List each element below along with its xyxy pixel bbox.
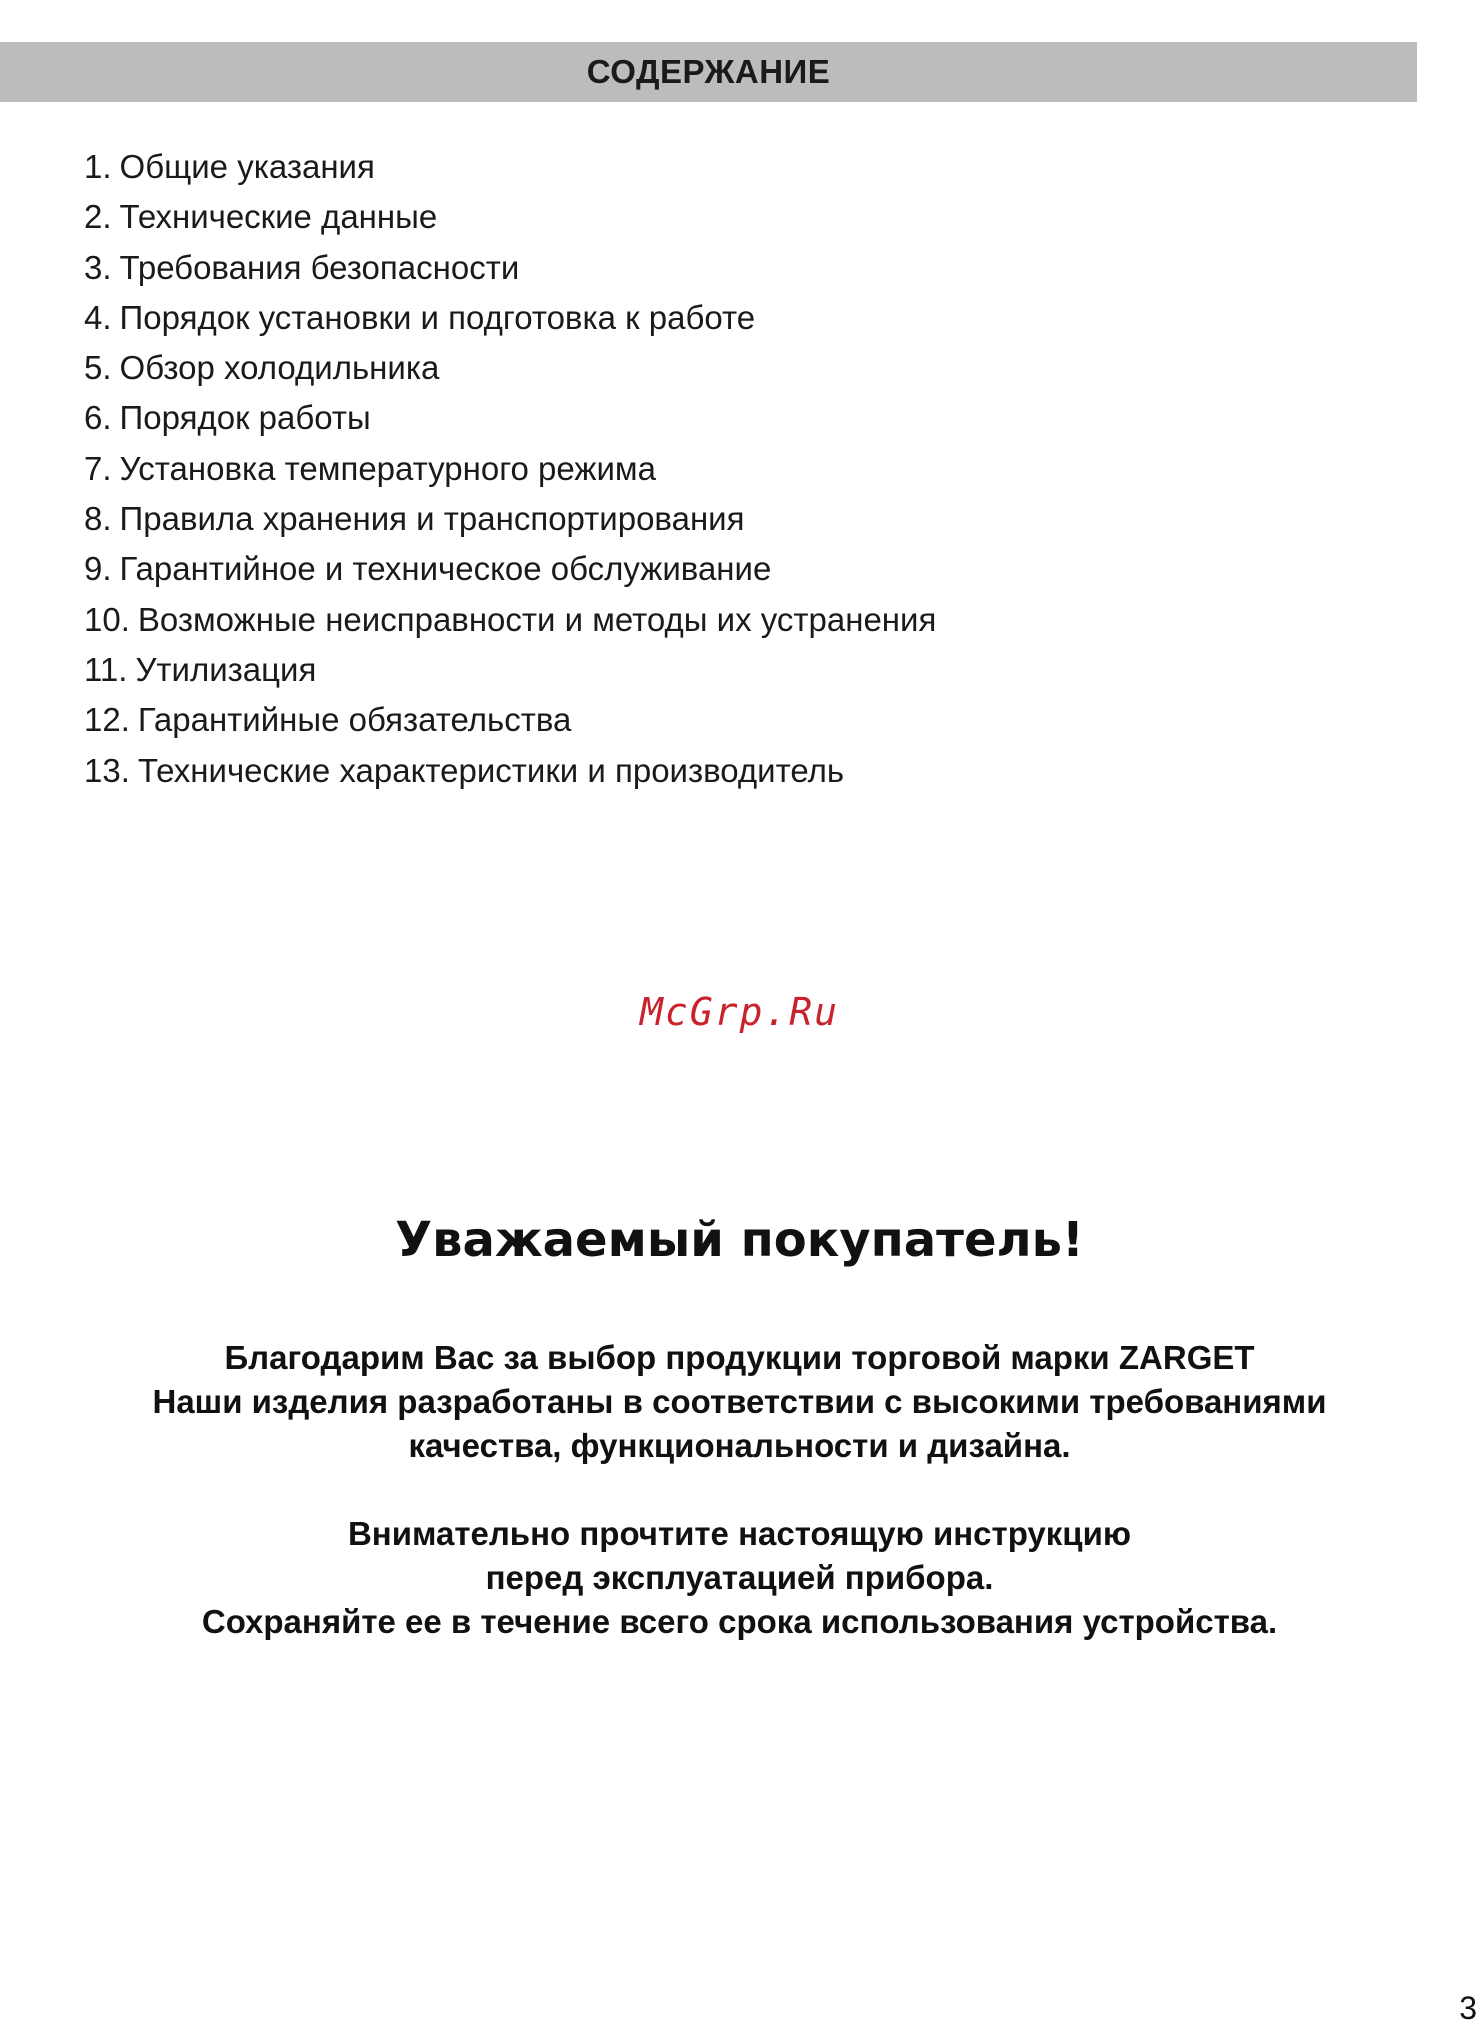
toc-item-number: 6. — [84, 399, 112, 437]
toc-item-label: Технические данные — [119, 198, 438, 236]
toc-item-label: Гарантийные обязательства — [137, 701, 572, 739]
toc-item-label: Правила хранения и транспортирования — [119, 500, 745, 538]
toc-item — [84, 399, 936, 449]
toc-item-number: 3. — [84, 248, 112, 286]
paragraph-line: Благодарим Вас за выбор продукции торговой марки ZARGET — [224, 1339, 1255, 1376]
toc-item — [84, 701, 936, 751]
toc-item — [84, 249, 936, 299]
toc-header-bar — [0, 42, 1417, 102]
toc-item-number: 4. — [84, 298, 112, 336]
greeting-title: Уважаемый покупатель! — [395, 1212, 1084, 1268]
toc-item-label: Требования безопасности — [119, 248, 520, 286]
toc-item — [84, 349, 936, 399]
toc-item — [84, 450, 936, 500]
paragraph-line: Сохраняйте ее в течение всего срока использования устройства. — [201, 1603, 1278, 1640]
toc-item-number: 11. — [84, 650, 128, 688]
toc-item — [84, 752, 936, 802]
toc-item-label: Порядок работы — [119, 399, 371, 437]
toc-item-label: Технические характеристики и производитель — [137, 751, 845, 789]
toc-item — [84, 198, 936, 248]
toc-item-label: Установка температурного режима — [119, 449, 656, 487]
page-number: 3 — [1459, 1990, 1477, 2026]
toc-item-number: 8. — [84, 500, 112, 538]
paragraph-line: Наши изделия разработаны в соответствии с высокими требованиями — [152, 1383, 1327, 1420]
toc-item-label: Обзор холодильника — [119, 349, 440, 387]
toc-item-number: 9. — [84, 550, 112, 588]
paragraph-line: перед эксплуатацией прибора. — [485, 1559, 994, 1596]
toc-item-label: Утилизация — [135, 650, 317, 688]
toc-item-label: Порядок установки и подготовка к работе — [119, 298, 756, 336]
toc-item — [84, 651, 936, 701]
watermark-text: McGrp.Ru — [639, 990, 840, 1034]
toc-list — [84, 148, 936, 802]
toc-item-label: Общие указания — [119, 148, 375, 185]
toc-title: СОДЕРЖАНИЕ — [586, 53, 831, 90]
toc-item-number: 12. — [84, 701, 130, 739]
toc-item-number: 10. — [84, 600, 130, 638]
toc-item — [84, 299, 936, 349]
paragraph-line: качества, функциональности и дизайна. — [408, 1427, 1071, 1464]
paragraph-line: Внимательно прочтите настоящую инструкцию — [347, 1515, 1132, 1552]
toc-item-number: 7. — [84, 449, 112, 487]
toc-item-number: 13. — [84, 751, 130, 789]
toc-item — [84, 148, 936, 198]
toc-item — [84, 550, 936, 600]
toc-item-label: Возможные неисправности и методы их устранения — [137, 600, 937, 638]
toc-item-number: 5. — [84, 349, 112, 387]
toc-item — [84, 601, 936, 651]
thank-you-paragraph — [0, 1336, 1479, 1468]
toc-item-number: 2. — [84, 198, 112, 236]
instruction-paragraph — [0, 1512, 1479, 1644]
toc-item — [84, 500, 936, 550]
toc-item-label: Гарантийное и техническое обслуживание — [119, 550, 772, 588]
toc-item-number: 1. — [84, 148, 112, 185]
